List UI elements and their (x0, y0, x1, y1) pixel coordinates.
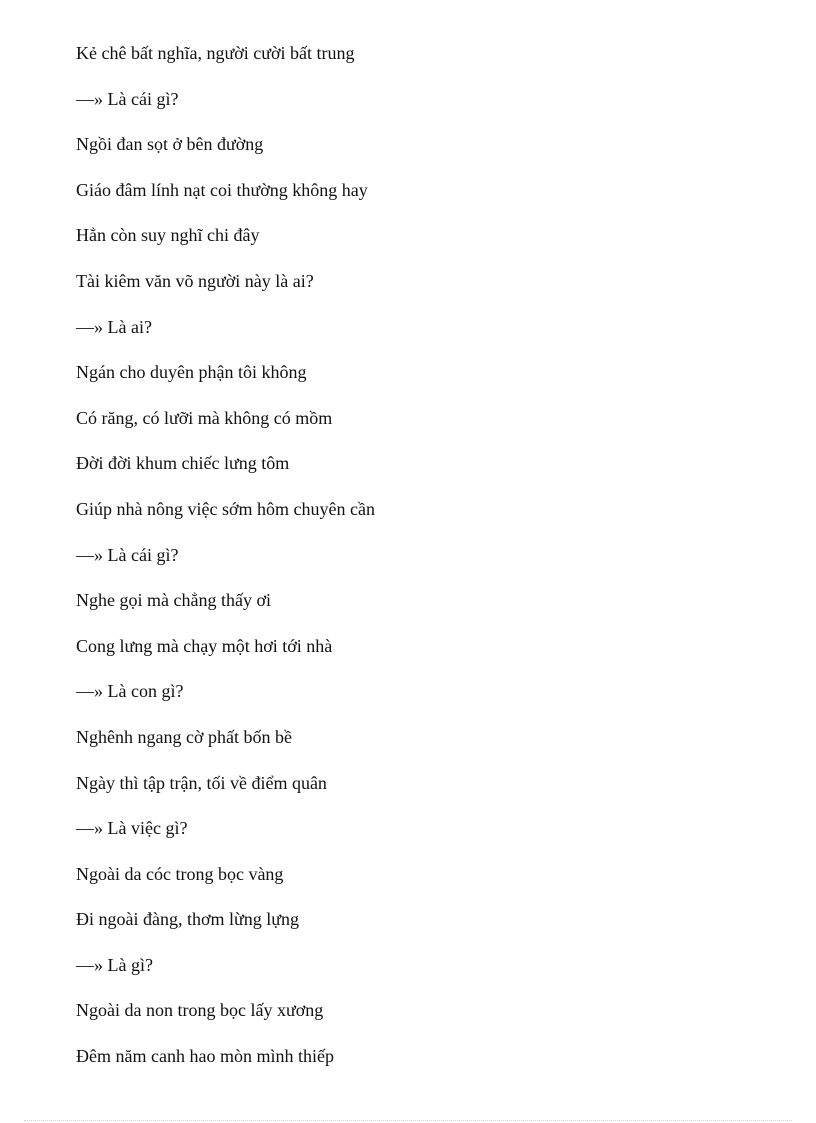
text-line: Đêm năm canh hao mòn mình thiếp (76, 1046, 334, 1067)
text-line: Ngồi đan sọt ở bên đường (76, 134, 264, 155)
answer-line: —» Là cái gì? (76, 544, 179, 565)
text-line: Hẳn còn suy nghĩ chi đây (76, 225, 260, 246)
text-line: Đi ngoài đàng, thơm lừng lựng (76, 909, 300, 930)
answer-line: —» Là việc gì? (76, 818, 188, 839)
page-bottom-divider (24, 1120, 792, 1121)
text-line: Cong lưng mà chạy một hơi tới nhà (76, 635, 333, 656)
text-line: Nghe gọi mà chẳng thấy ơi (76, 590, 271, 611)
answer-line: —» Là ai? (76, 316, 152, 337)
text-line: Giáo đâm lính nạt coi thường không hay (76, 179, 368, 200)
text-line: Ngoài da cóc trong bọc vàng (76, 863, 284, 884)
text-line: Nghênh ngang cờ phất bốn bề (76, 726, 292, 747)
text-line: Có răng, có lưỡi mà không có mồm (76, 407, 333, 428)
text-line: Giúp nhà nông việc sớm hôm chuyên cần (76, 498, 375, 519)
answer-line: —» Là cái gì? (76, 88, 179, 109)
text-line: Tài kiêm văn võ người này là ai? (76, 270, 314, 291)
answer-line: —» Là gì? (76, 954, 153, 975)
answer-line: —» Là con gì? (76, 681, 184, 702)
text-line: Đời đời khum chiếc lưng tôm (76, 453, 290, 474)
text-line: Ngán cho duyên phận tôi không (76, 362, 307, 383)
text-line: Ngày thì tập trận, tối về điểm quân (76, 772, 327, 793)
poem-lines (76, 41, 375, 1090)
text-line: Ngoài da non trong bọc lấy xương (76, 1000, 324, 1021)
text-line: Kẻ chê bất nghĩa, người cười bất trung (76, 43, 355, 63)
